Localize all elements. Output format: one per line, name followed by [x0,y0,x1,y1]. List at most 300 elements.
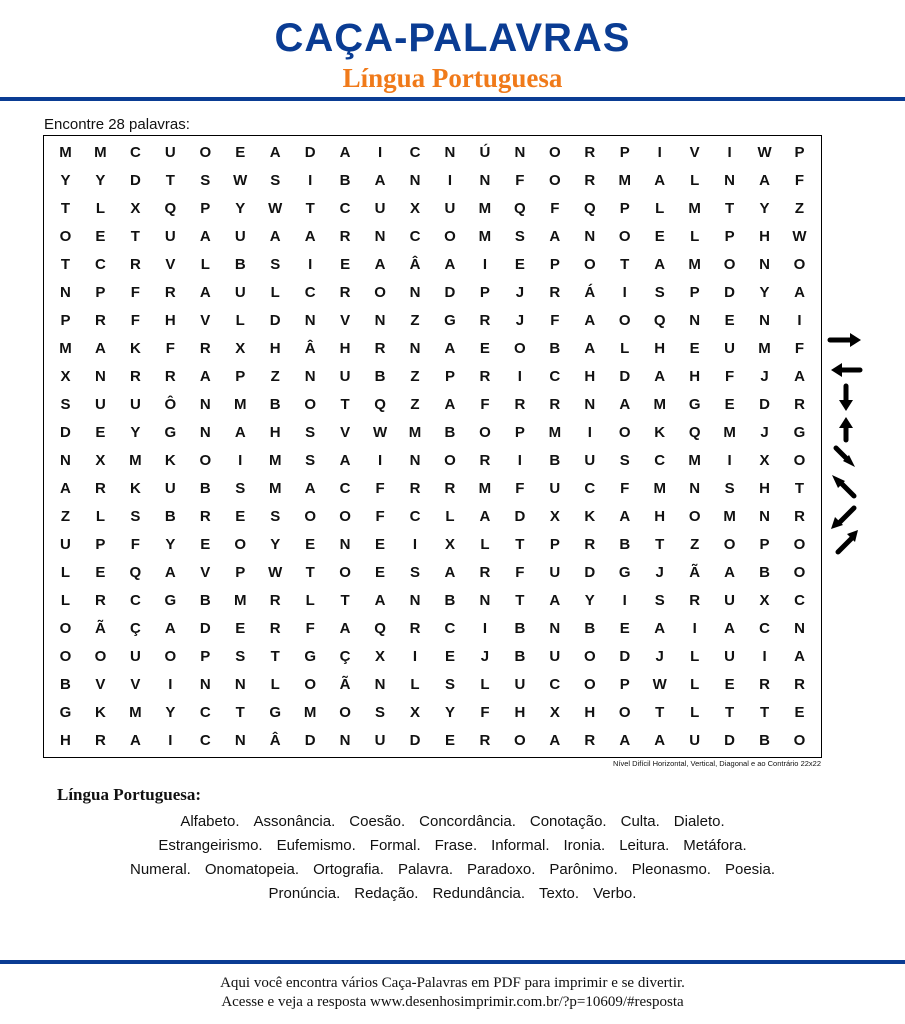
grid-letter[interactable]: D [269,312,281,330]
grid-letter[interactable]: Ç [339,647,351,665]
grid-letter[interactable]: D [619,368,631,386]
grid-letter[interactable]: C [129,144,141,162]
grid-letter[interactable]: T [759,703,770,721]
grid-letter[interactable]: U [549,563,561,581]
grid-letter[interactable]: N [549,619,561,637]
grid-letter[interactable]: F [130,284,140,302]
grid-letter[interactable]: N [759,256,770,274]
grid-letter[interactable]: Y [584,591,595,609]
grid-letter[interactable]: E [724,396,735,414]
grid-letter[interactable]: E [235,144,246,162]
grid-letter[interactable]: S [235,479,246,497]
grid-letter[interactable]: S [724,479,735,497]
grid-letter[interactable]: W [757,144,772,162]
grid-letter[interactable]: D [60,424,71,442]
grid-letter[interactable]: L [480,535,490,553]
grid-letter[interactable]: S [200,172,211,190]
grid-letter[interactable]: D [304,144,316,162]
grid-letter[interactable]: N [514,144,526,162]
grid-letter[interactable]: P [60,312,71,330]
grid-letter[interactable]: M [59,144,72,162]
grid-letter[interactable]: T [270,647,280,665]
grid-letter[interactable]: X [60,368,71,386]
grid-letter[interactable]: M [59,340,72,358]
grid-letter[interactable]: D [724,284,736,302]
grid-letter[interactable]: E [689,340,700,358]
grid-letter[interactable]: O [59,647,72,665]
grid-letter[interactable]: D [759,396,770,414]
grid-letter[interactable]: N [199,675,211,693]
grid-letter[interactable]: O [549,172,561,190]
grid-letter[interactable]: H [654,507,666,525]
grid-letter[interactable]: R [95,591,106,609]
grid-letter[interactable]: T [794,479,805,497]
grid-letter[interactable]: F [480,396,490,414]
grid-letter[interactable]: L [95,200,106,218]
grid-letter[interactable]: P [95,535,106,553]
grid-letter[interactable]: M [688,451,701,469]
grid-letter[interactable]: C [339,200,351,218]
grid-letter[interactable]: R [269,619,281,637]
grid-letter[interactable]: A [269,144,281,162]
grid-letter[interactable]: F [130,535,140,553]
grid-letter[interactable]: X [375,647,386,665]
grid-letter[interactable]: I [727,144,732,162]
grid-letter[interactable]: A [584,312,596,330]
grid-letter[interactable]: K [654,424,666,442]
grid-letter[interactable]: V [130,675,141,693]
grid-letter[interactable]: Q [583,200,596,218]
grid-letter[interactable]: N [199,424,211,442]
grid-letter[interactable]: M [653,479,666,497]
grid-letter[interactable]: N [794,619,805,637]
grid-letter[interactable]: P [724,228,735,246]
grid-letter[interactable]: W [268,200,283,218]
grid-letter[interactable]: E [444,731,455,749]
grid-letter[interactable]: I [587,424,592,442]
grid-letter[interactable]: R [689,591,701,609]
grid-letter[interactable]: C [129,591,141,609]
grid-letter[interactable]: O [199,144,212,162]
grid-letter[interactable]: F [375,479,385,497]
grid-letter[interactable]: B [199,479,211,497]
grid-letter[interactable]: A [654,619,666,637]
grid-letter[interactable]: V [200,563,211,581]
grid-letter[interactable]: A [95,340,106,358]
grid-letter[interactable]: L [410,675,420,693]
grid-letter[interactable]: I [517,368,522,386]
grid-letter[interactable]: Ã [689,563,701,581]
grid-letter[interactable]: V [200,312,211,330]
grid-letter[interactable]: L [60,591,71,609]
grid-letter[interactable]: F [620,479,630,497]
grid-letter[interactable]: U [724,340,736,358]
grid-letter[interactable]: N [339,731,351,749]
grid-letter[interactable]: N [234,675,246,693]
grid-letter[interactable]: U [164,144,176,162]
grid-letter[interactable]: O [164,647,177,665]
grid-letter[interactable]: I [517,451,522,469]
grid-letter[interactable]: A [654,256,666,274]
grid-letter[interactable]: E [375,563,386,581]
grid-letter[interactable]: J [760,368,769,386]
grid-letter[interactable]: T [305,200,315,218]
grid-letter[interactable]: M [233,396,247,414]
grid-letter[interactable]: H [339,340,351,358]
grid-letter[interactable]: R [479,731,491,749]
grid-letter[interactable]: Á [584,284,596,302]
grid-letter[interactable]: I [377,144,383,162]
grid-letter[interactable]: L [305,591,315,609]
grid-letter[interactable]: B [549,340,561,358]
grid-letter[interactable]: C [794,591,805,609]
grid-letter[interactable]: X [130,200,141,218]
grid-letter[interactable]: M [758,340,771,358]
grid-letter[interactable]: A [199,368,211,386]
grid-letter[interactable]: K [129,479,141,497]
grid-letter[interactable]: M [723,424,736,442]
grid-letter[interactable]: N [409,451,421,469]
grid-letter[interactable]: R [164,284,176,302]
grid-letter[interactable]: J [655,563,664,581]
grid-letter[interactable]: I [622,284,627,302]
grid-letter[interactable]: L [655,200,665,218]
grid-letter[interactable]: N [479,591,491,609]
grid-letter[interactable]: S [235,647,246,665]
grid-letter[interactable]: C [759,619,770,637]
grid-letter[interactable]: H [514,703,526,721]
grid-letter[interactable]: O [339,703,351,721]
grid-letter[interactable]: R [374,340,386,358]
grid-letter[interactable]: N [374,312,386,330]
grid-letter[interactable]: I [412,647,418,665]
grid-letter[interactable]: H [759,479,770,497]
grid-letter[interactable]: C [584,479,596,497]
grid-letter[interactable]: S [270,507,281,525]
grid-letter[interactable]: O [793,535,806,553]
grid-letter[interactable]: F [515,172,525,190]
grid-letter[interactable]: X [410,703,421,721]
grid-letter[interactable]: I [762,647,767,665]
grid-letter[interactable]: C [654,451,666,469]
grid-letter[interactable]: K [95,703,106,721]
grid-letter[interactable]: A [794,647,805,665]
grid-letter[interactable]: O [234,535,247,553]
grid-letter[interactable]: C [549,368,561,386]
grid-letter[interactable]: P [235,563,246,581]
grid-letter[interactable]: B [339,172,351,190]
grid-letter[interactable]: W [792,228,807,246]
grid-letter[interactable]: D [199,619,211,637]
grid-letter[interactable]: Y [759,200,770,218]
grid-letter[interactable]: N [689,312,701,330]
grid-letter[interactable]: G [618,563,631,581]
grid-letter[interactable]: X [759,451,770,469]
grid-letter[interactable]: I [727,451,732,469]
grid-letter[interactable]: R [129,256,141,274]
grid-letter[interactable]: Q [514,200,526,218]
grid-letter[interactable]: Â [409,256,421,274]
grid-letter[interactable]: M [478,200,492,218]
grid-letter[interactable]: F [375,507,385,525]
grid-letter[interactable]: O [618,703,631,721]
grid-letter[interactable]: B [444,591,456,609]
grid-letter[interactable]: X [444,535,455,553]
grid-letter[interactable]: U [374,731,386,749]
grid-letter[interactable]: A [724,619,736,637]
grid-letter[interactable]: S [410,563,421,581]
grid-letter[interactable]: F [130,312,140,330]
grid-letter[interactable]: J [655,647,664,665]
grid-letter[interactable]: O [583,675,596,693]
grid-letter[interactable]: C [339,479,351,497]
grid-letter[interactable]: R [444,479,456,497]
grid-letter[interactable]: H [584,703,596,721]
grid-letter[interactable]: A [374,256,386,274]
grid-letter[interactable]: B [619,535,631,553]
grid-letter[interactable]: H [584,368,596,386]
grid-letter[interactable]: U [724,591,736,609]
grid-letter[interactable]: B [549,451,561,469]
grid-letter[interactable]: X [549,703,560,721]
grid-letter[interactable]: S [60,396,71,414]
grid-letter[interactable]: L [270,675,280,693]
grid-letter[interactable]: A [549,731,561,749]
grid-letter[interactable]: M [268,479,282,497]
grid-letter[interactable]: L [690,647,700,665]
grid-letter[interactable]: R [794,507,805,525]
grid-letter[interactable]: M [618,172,631,190]
grid-letter[interactable]: R [794,675,805,693]
grid-letter[interactable]: N [304,368,316,386]
grid-letter[interactable]: H [689,368,701,386]
grid-letter[interactable]: Ã [95,619,106,637]
grid-letter[interactable]: C [549,675,561,693]
grid-letter[interactable]: E [654,228,665,246]
grid-letter[interactable]: G [688,396,701,414]
grid-letter[interactable]: A [374,591,386,609]
grid-letter[interactable]: U [164,479,176,497]
grid-letter[interactable]: R [339,284,351,302]
grid-letter[interactable]: T [165,172,175,190]
grid-letter[interactable]: N [409,172,421,190]
grid-letter[interactable]: Q [129,563,142,581]
grid-letter[interactable]: Ç [129,619,141,637]
grid-letter[interactable]: R [584,731,596,749]
grid-letter[interactable]: T [620,256,630,274]
grid-letter[interactable]: U [584,451,596,469]
grid-letter[interactable]: T [305,563,315,581]
grid-letter[interactable]: N [60,284,71,302]
grid-letter[interactable]: O [618,312,631,330]
grid-letter[interactable]: W [233,172,248,190]
grid-letter[interactable]: A [654,731,666,749]
grid-letter[interactable]: B [60,675,71,693]
grid-letter[interactable]: L [445,507,455,525]
grid-letter[interactable]: O [688,507,701,525]
grid-letter[interactable]: Y [60,172,71,190]
grid-letter[interactable]: P [619,675,630,693]
grid-letter[interactable]: A [339,144,351,162]
grid-letter[interactable]: T [725,703,735,721]
grid-letter[interactable]: Z [794,200,805,218]
grid-letter[interactable]: A [549,228,561,246]
grid-letter[interactable]: N [339,535,351,553]
grid-letter[interactable]: L [60,563,71,581]
grid-letter[interactable]: Z [410,312,420,330]
grid-letter[interactable]: S [130,507,141,525]
grid-letter[interactable]: I [657,144,662,162]
grid-letter[interactable]: F [515,479,525,497]
grid-letter[interactable]: C [409,228,421,246]
grid-letter[interactable]: U [164,228,176,246]
grid-letter[interactable]: I [692,619,697,637]
grid-letter[interactable]: T [655,535,665,553]
grid-letter[interactable]: E [724,675,735,693]
grid-letter[interactable]: Y [235,200,246,218]
grid-letter[interactable]: R [129,368,141,386]
grid-letter[interactable]: S [444,675,455,693]
grid-letter[interactable]: Y [759,284,770,302]
grid-letter[interactable]: E [95,424,106,442]
grid-letter[interactable]: G [304,647,316,665]
grid-letter[interactable]: P [235,368,246,386]
grid-letter[interactable]: A [60,479,71,497]
grid-letter[interactable]: R [794,396,805,414]
grid-letter[interactable]: L [270,284,280,302]
grid-letter[interactable]: A [759,172,770,190]
grid-letter[interactable]: F [480,703,490,721]
grid-letter[interactable]: I [622,591,627,609]
grid-letter[interactable]: M [653,396,666,414]
grid-letter[interactable]: C [444,619,456,637]
grid-letter[interactable]: D [444,284,456,302]
grid-letter[interactable]: K [584,507,596,525]
grid-letter[interactable]: I [238,451,243,469]
grid-letter[interactable]: E [479,340,490,358]
grid-letter[interactable]: S [270,172,281,190]
grid-letter[interactable]: S [619,451,630,469]
grid-letter[interactable]: R [479,451,491,469]
grid-letter[interactable]: U [339,368,351,386]
grid-letter[interactable]: C [409,507,421,525]
grid-letter[interactable]: N [304,312,316,330]
grid-letter[interactable]: R [199,340,211,358]
grid-letter[interactable]: M [94,144,107,162]
grid-letter[interactable]: R [95,731,106,749]
grid-letter[interactable]: C [95,256,106,274]
grid-letter[interactable]: U [60,535,71,553]
grid-letter[interactable]: O [199,451,212,469]
grid-letter[interactable]: I [412,535,418,553]
grid-letter[interactable]: E [444,647,455,665]
grid-letter[interactable]: I [308,256,313,274]
grid-letter[interactable]: G [269,703,282,721]
grid-letter[interactable]: A [794,284,805,302]
grid-letter[interactable]: N [409,340,421,358]
grid-letter[interactable]: I [168,731,173,749]
grid-letter[interactable]: U [514,675,526,693]
grid-letter[interactable]: M [723,507,736,525]
grid-letter[interactable]: R [584,144,596,162]
grid-letter[interactable]: U [549,647,561,665]
grid-letter[interactable]: T [340,396,350,414]
grid-letter[interactable]: A [444,256,456,274]
grid-letter[interactable]: A [724,563,736,581]
grid-letter[interactable]: D [514,507,526,525]
grid-letter[interactable]: B [269,396,281,414]
grid-letter[interactable]: J [515,312,525,330]
grid-letter[interactable]: Y [270,535,281,553]
grid-letter[interactable]: N [444,144,456,162]
grid-letter[interactable]: R [339,228,351,246]
grid-letter[interactable]: Z [410,368,420,386]
grid-letter[interactable]: P [759,535,770,553]
grid-letter[interactable]: A [304,479,316,497]
grid-letter[interactable]: X [759,591,770,609]
grid-letter[interactable]: A [619,507,631,525]
grid-letter[interactable]: I [797,312,802,330]
grid-letter[interactable]: H [654,340,666,358]
grid-letter[interactable]: F [305,619,315,637]
grid-letter[interactable]: U [95,396,106,414]
grid-letter[interactable]: R [479,368,491,386]
grid-letter[interactable]: Y [130,424,141,442]
grid-letter[interactable]: O [793,451,806,469]
grid-letter[interactable]: D [409,731,421,749]
grid-letter[interactable]: A [234,424,246,442]
grid-letter[interactable]: O [444,228,456,246]
grid-letter[interactable]: S [270,256,281,274]
grid-letter[interactable]: O [304,396,316,414]
grid-letter[interactable]: N [95,368,106,386]
grid-letter[interactable]: A [339,451,351,469]
grid-letter[interactable]: O [793,563,806,581]
grid-letter[interactable]: T [725,200,735,218]
grid-letter[interactable]: O [479,424,491,442]
grid-letter[interactable]: F [515,563,525,581]
grid-letter[interactable]: Y [95,172,106,190]
grid-letter[interactable]: O [514,731,526,749]
grid-letter[interactable]: A [444,396,456,414]
grid-letter[interactable]: E [340,256,351,274]
grid-letter[interactable]: P [514,424,525,442]
grid-letter[interactable]: P [479,284,490,302]
grid-letter[interactable]: L [95,507,106,525]
grid-letter[interactable]: G [444,312,456,330]
grid-letter[interactable]: W [268,563,283,581]
grid-letter[interactable]: I [447,172,453,190]
grid-letter[interactable]: T [655,703,665,721]
grid-letter[interactable]: B [164,507,176,525]
grid-letter[interactable]: S [514,228,525,246]
grid-letter[interactable]: M [129,703,142,721]
grid-letter[interactable]: R [164,368,176,386]
grid-letter[interactable]: S [654,591,665,609]
grid-letter[interactable]: J [760,424,769,442]
grid-letter[interactable]: G [59,703,72,721]
grid-letter[interactable]: W [372,424,388,442]
grid-letter[interactable]: T [515,535,525,553]
grid-letter[interactable]: U [724,647,736,665]
grid-letter[interactable]: U [444,200,456,218]
grid-letter[interactable]: D [619,647,631,665]
grid-letter[interactable]: O [723,535,736,553]
grid-letter[interactable]: L [690,675,700,693]
grid-letter[interactable]: B [514,619,526,637]
grid-letter[interactable]: R [549,396,561,414]
grid-letter[interactable]: R [549,284,561,302]
